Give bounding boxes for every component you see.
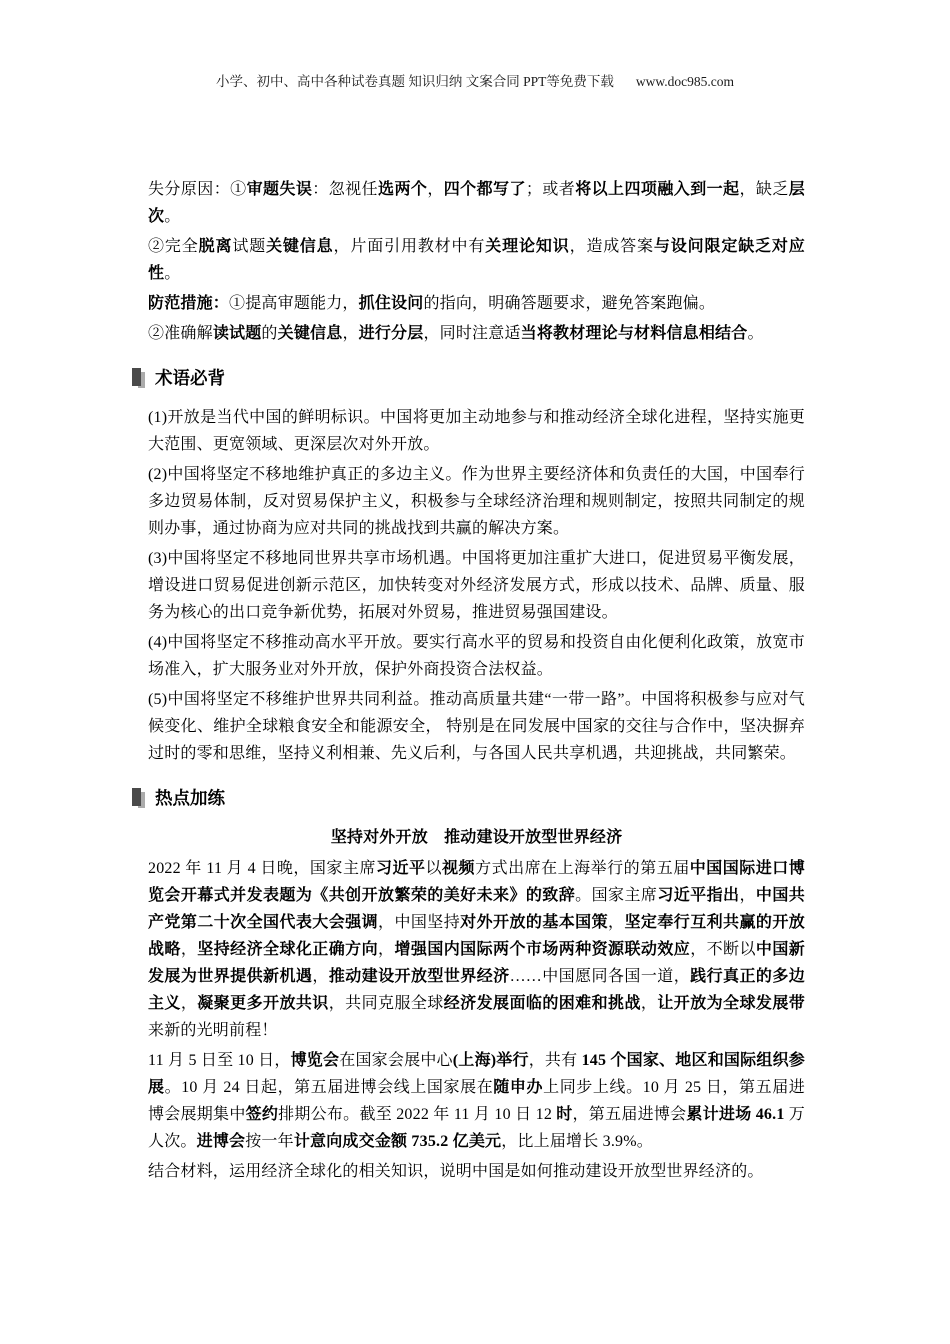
emphasis-text: 经济发展面临的困难和挑战 [443,995,641,1012]
section-header-terms [132,365,805,390]
emphasis-text: 145 个国家、地区和国际组织参展 [148,1052,805,1096]
body-text: ， [739,887,756,904]
term-item-2: (2)中国将坚定不移地维护真正的多边主义。作为世界主要经济体和负责任的大国，中国奉行多边贸易体制，反对贸易保护主义，积极参与全球经济治理和规则制定，按照共同制定的规则办事，通过协商为应对共同的挑战找到共赢的解决方案。 [148,466,805,537]
body-text: 。 [164,208,181,225]
body-text: 来新的光明前程！ [148,1022,278,1039]
body-text: 万人次。 [148,1106,805,1150]
emphasis-text: 层次 [148,181,805,225]
exercise-title: 坚持对外开放 推动建设开放型世界经济 [330,829,623,846]
body-text: ，同时注意适 [423,325,521,342]
emphasis-text: 防范措施： [148,295,230,312]
body-text: ，第五届进博会 [572,1106,687,1123]
body-text: 排期公布。截至 2022 年 11 月 10 日 12 [278,1106,557,1123]
emphasis-text: 四个都写了 [443,181,526,198]
emphasis-text: 推动建设开放型世界经济 [328,968,510,985]
emphasis-text: 当将教材理论与材料信息相结合 [520,325,748,342]
body-text: ，中国坚持 [378,914,461,931]
material-paragraph-2 [148,1047,805,1155]
body-text: 。 [747,325,764,342]
emphasis-text: 凝聚更多开放共识 [197,995,329,1012]
body-text: ……中国愿同各国一道， [509,968,691,985]
emphasis-text: 博览会 [290,1052,340,1069]
emphasis-text: 增强国内国际两个市场两种资源联动效应 [394,941,691,958]
emphasis-text: 践行真正的多边主义 [148,968,805,1012]
section-block-icon [132,368,148,388]
body-text: ②准确解 [148,325,213,342]
emphasis-text: 中国新发展为世界提供新机遇 [148,941,805,985]
emphasis-text: 进博会 [196,1133,246,1150]
body-text: 按一年 [245,1133,294,1150]
emphasis-text: 中国国际进口博览会开幕式并发表题为《共创开放繁荣的美好未来》的致辞 [148,860,806,904]
emphasis-text: 抓住设问 [358,295,424,312]
body-text: ，造成答案 [569,238,654,255]
body-text: ， [342,325,359,342]
emphasis-text: 视频 [442,860,476,877]
body-text: ， [427,181,444,198]
body-text: 。国家主席 [575,887,658,904]
body-text: 11 月 5 日至 10 日， [148,1052,291,1069]
body-text: ，比上届增长 3.9%。 [501,1133,653,1150]
emphasis-text: 累计进场 46.1 [686,1106,785,1123]
body-text: ①提高审题能力， [229,295,359,312]
body-text: ， [312,968,329,985]
section-block-icon-bar [132,368,141,386]
body-text: ， [608,914,625,931]
body-text: ；或者 [525,181,576,198]
page-header [0,0,950,90]
emphasis-text: 关理论知识 [485,238,570,255]
body-text: 在国家会展中心 [339,1052,453,1069]
emphasis-text: 与设问限定缺乏对应性 [148,238,805,282]
body-text: 失分原因：① [148,181,247,198]
body-text: 方式出席在上海举行的第五届 [475,860,690,877]
emphasis-text: 随申办 [493,1079,544,1096]
emphasis-text: 时 [556,1106,573,1123]
document-body [0,176,950,1185]
emphasis-text: 签约 [245,1106,279,1123]
emphasis-text: 关键信息 [277,325,343,342]
section-title-hotspot: 热点加练 [155,788,225,808]
body-text: 2022 年 11 月 4 日晚，国家主席 [148,860,376,877]
body-text: ， [640,995,658,1012]
emphasis-text: 进行分层 [358,325,424,342]
term-item-1: (1)开放是当代中国的鲜明标识。中国将更加主动地参与和推动经济全球化进程，坚持实施更大范围、更宽领域、更深层次对外开放。 [148,409,805,453]
emphasis-text: 计意向成交金额 735.2 亿美元 [293,1133,502,1150]
emphasis-text: 选两个 [378,181,428,198]
emphasis-text: 中国共产党第二十次全国代表大会强调 [148,887,805,931]
emphasis-text: 脱离 [198,238,233,255]
emphasis-text: 关键信息 [266,238,334,255]
section-block-icon [132,788,148,808]
body-text: 上同步上线。10 月 25 日，第五届进博会展期集中 [148,1079,806,1123]
term-item-4: (4)中国将坚定不移推动高水平开放。要实行高水平的贸易和投资自由化便利化政策，放宽市场准入，扩大服务业对外开放，保护外商投资合法权益。 [148,634,805,678]
body-text: ，片面引用教材中有 [333,238,486,255]
emphasis-text: (上海)举行 [452,1052,529,1069]
body-text: 的指向，明确答题要求，避免答案跑偏。 [423,295,716,312]
body-text: ②完全 [148,238,199,255]
body-text: 。10 月 24 日起，第五届进博会线上国家展在 [164,1079,494,1096]
emphasis-text: 习近平指出 [657,887,740,904]
emphasis-text: 将以上四项融入到一起 [575,181,740,198]
paragraph-prevention-1 [148,290,805,317]
question-text: 结合材料，运用经济全球化的相关知识，说明中国是如何推动建设开放型世界经济的。 [148,1163,764,1180]
paragraph-loss-reason-2 [148,233,805,287]
body-text: 。 [164,265,181,282]
body-text: 的 [261,325,278,342]
body-text: ：忽视任 [312,181,379,198]
emphasis-text: 读试题 [212,325,262,342]
emphasis-text: 习近平 [375,860,426,877]
section-header-hotspot [132,785,805,810]
body-text: ，共同克服全球 [328,995,444,1012]
section-title-terms: 术语必背 [155,368,225,388]
emphasis-text: 让开放为全球发展带 [657,995,805,1012]
body-text: ， [378,941,395,958]
body-text: 试题 [232,238,267,255]
paragraph-loss-reason-1 [148,176,805,230]
term-item-5: (5)中国将坚定不移维护世界共同利益。推动高质量共建“一带一路”。中国将积极参与应对气候变化、维护全球粮食安全和能源安全， 特别是在同发展中国家的交往与合作中，坚决摒弃过时的零和思维，坚持义利相兼、先义后利，与各国人民共享机遇，共迎挑战，共同繁荣。 [148,691,805,762]
term-item-3: (3)中国将坚定不移地同世界共享市场机遇。中国将更加注重扩大进口，促进贸易平衡发展，增设进口贸易促进创新示范区，加快转变对外经济发展方式，形成以技术、品牌、质量、服务为核心的出口竞争新优势，拓展对外贸易，推进贸易强国建设。 [148,550,805,621]
section-block-icon-bar [132,788,141,806]
header-site-link[interactable]: www.doc985.com [635,74,734,89]
body-text: ， [180,941,198,958]
body-text: ，不断以 [690,941,756,958]
material-paragraph-1 [148,855,805,1044]
body-text: ，缺乏 [739,181,789,198]
body-text: 以 [425,860,443,877]
emphasis-text: 审题失误 [246,181,313,198]
body-text: ， [180,995,198,1012]
paragraph-prevention-2 [148,320,805,347]
emphasis-text: 坚定奉行互利共赢的开放战略 [148,914,805,958]
emphasis-text: 对外开放的基本国策 [460,914,609,931]
body-text: ，共有 [528,1052,582,1069]
emphasis-text: 坚持经济全球化正确方向 [197,941,379,958]
header-promo-text: 小学、初中、高中各种试卷真题 知识归纳 文案合同 PPT等免费下载 [216,74,614,89]
